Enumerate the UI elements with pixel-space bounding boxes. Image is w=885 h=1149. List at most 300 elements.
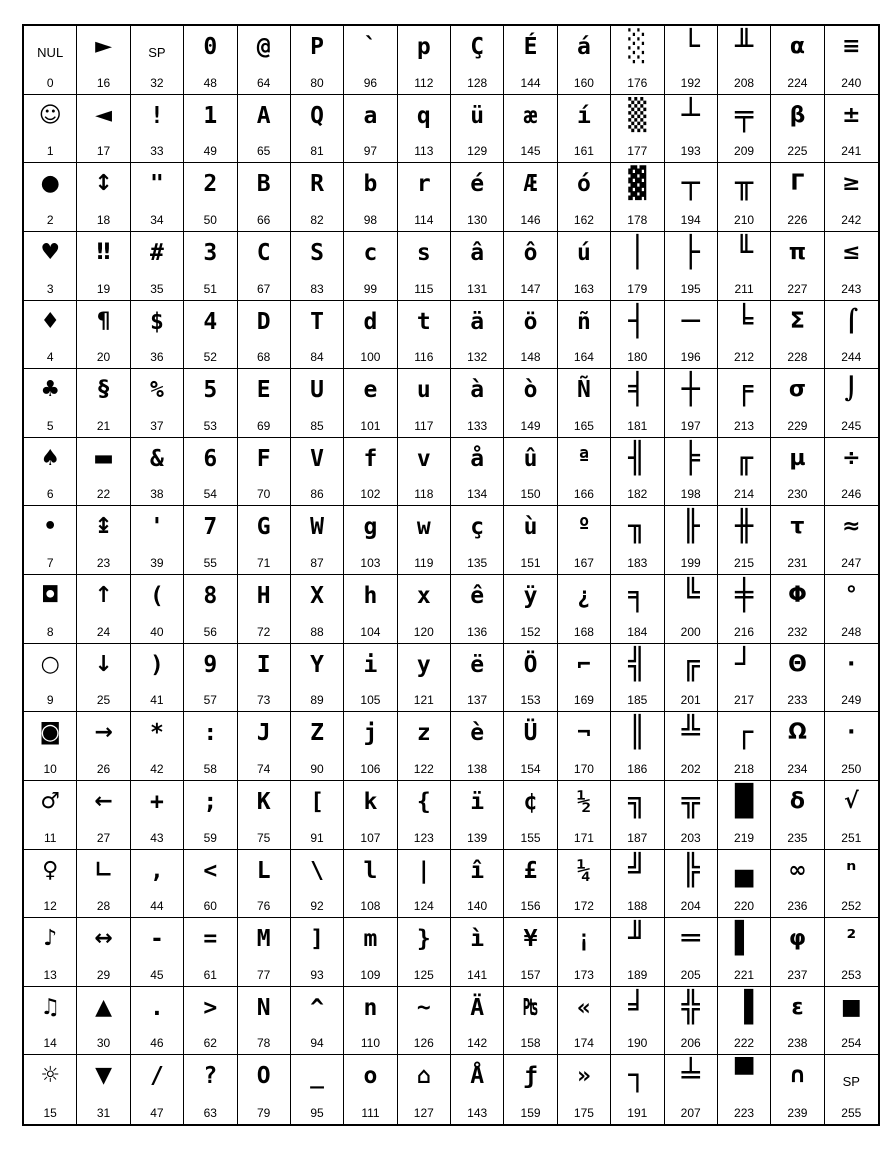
char-glyph: φ xyxy=(788,926,807,952)
char-glyph: └ xyxy=(681,29,700,64)
char-code: 67 xyxy=(257,281,271,296)
char-code: 219 xyxy=(734,830,755,845)
char-cell xyxy=(398,1055,451,1124)
char-glyph: ¼ xyxy=(577,857,591,884)
char-glyph: β xyxy=(789,102,806,128)
char-glyph: Ñ xyxy=(577,377,591,404)
char-glyph: g xyxy=(363,514,378,541)
char-cell xyxy=(24,438,77,507)
char-cell xyxy=(825,712,878,781)
char-cell xyxy=(398,918,451,987)
char-glyph: ∟ xyxy=(94,857,113,883)
char-code: 166 xyxy=(573,487,594,502)
char-glyph: ô xyxy=(523,239,538,266)
char-glyph: b xyxy=(363,171,378,198)
char-glyph: ⁿ xyxy=(846,857,857,883)
char-cell xyxy=(131,918,184,987)
char-cell xyxy=(238,1055,291,1124)
char-cell xyxy=(398,26,451,95)
char-glyph: ü xyxy=(470,102,485,129)
char-cell xyxy=(771,781,824,850)
char-cell xyxy=(291,781,344,850)
char-cell xyxy=(451,644,504,713)
char-glyph: 0 xyxy=(203,34,218,60)
char-code: 198 xyxy=(680,487,701,502)
char-cell xyxy=(398,95,451,164)
char-code: 70 xyxy=(257,487,271,502)
char-glyph: ╟ xyxy=(681,509,700,545)
char-glyph: Ç xyxy=(470,34,485,60)
char-glyph: ~ xyxy=(416,994,431,1021)
char-code: 9 xyxy=(46,693,54,708)
char-glyph: ╙ xyxy=(735,234,754,270)
char-glyph: ╡ xyxy=(628,372,647,408)
char-cell xyxy=(825,918,878,987)
char-cell xyxy=(771,232,824,301)
char-glyph: 4 xyxy=(203,308,218,335)
char-cell xyxy=(771,712,824,781)
char-glyph: E xyxy=(256,377,271,404)
char-glyph: # xyxy=(150,239,164,266)
char-glyph: ╪ xyxy=(735,578,754,613)
char-cell xyxy=(24,918,77,987)
char-cell xyxy=(451,1055,504,1124)
char-glyph: ╧ xyxy=(681,1058,700,1094)
char-cell xyxy=(451,506,504,575)
char-cell xyxy=(825,781,878,850)
char-cell xyxy=(77,781,130,850)
char-code: 91 xyxy=(310,830,324,845)
char-code: 16 xyxy=(96,75,111,90)
char-code: 40 xyxy=(150,624,164,639)
char-code: 58 xyxy=(203,761,217,776)
char-code: 86 xyxy=(310,487,324,502)
char-cell xyxy=(291,1055,344,1124)
char-code: 61 xyxy=(203,967,217,982)
char-code: 73 xyxy=(257,693,271,708)
char-cell xyxy=(131,438,184,507)
char-glyph: ÷ xyxy=(842,445,861,471)
char-cell xyxy=(611,644,664,713)
char-code: 146 xyxy=(520,212,541,227)
char-code: 144 xyxy=(520,75,541,90)
char-glyph: i xyxy=(363,651,378,678)
char-glyph: Γ xyxy=(790,171,805,197)
char-cell xyxy=(24,987,77,1056)
char-cell xyxy=(398,506,451,575)
char-code: 14 xyxy=(43,1036,57,1051)
char-glyph: σ xyxy=(788,377,806,403)
char-code: 49 xyxy=(203,144,217,159)
char-cell xyxy=(504,644,557,713)
char-glyph: K xyxy=(256,788,271,815)
char-code: 30 xyxy=(96,1036,111,1051)
char-cell xyxy=(825,850,878,919)
char-code: 153 xyxy=(520,693,541,708)
char-glyph: Θ xyxy=(788,651,807,677)
char-cell xyxy=(504,301,557,370)
char-glyph: < xyxy=(203,857,218,884)
char-cell xyxy=(24,232,77,301)
char-code: 224 xyxy=(787,75,808,90)
char-cell xyxy=(504,506,557,575)
char-code: 118 xyxy=(414,487,434,502)
char-glyph: ⌐ xyxy=(577,651,591,678)
char-cell xyxy=(184,163,237,232)
char-cell xyxy=(665,26,718,95)
char-glyph: 2 xyxy=(203,171,218,198)
char-glyph: ► xyxy=(95,34,113,59)
char-code: 197 xyxy=(680,418,701,433)
char-cell xyxy=(504,850,557,919)
char-code: 112 xyxy=(414,75,434,90)
char-cell xyxy=(718,232,771,301)
char-code: 27 xyxy=(96,830,111,845)
char-cell xyxy=(398,301,451,370)
char-glyph: £ xyxy=(523,857,538,884)
char-glyph: ↔ xyxy=(94,926,113,952)
char-code: 53 xyxy=(203,418,217,433)
char-code: 120 xyxy=(413,624,434,639)
char-glyph: ╨ xyxy=(735,29,754,64)
char-cell xyxy=(771,644,824,713)
char-cell xyxy=(291,163,344,232)
char-cell xyxy=(398,438,451,507)
char-code: 208 xyxy=(734,75,755,90)
char-cell xyxy=(771,301,824,370)
char-cell xyxy=(344,232,397,301)
char-glyph: á xyxy=(577,34,591,60)
char-code: 125 xyxy=(413,967,434,982)
char-glyph: Y xyxy=(310,651,324,678)
char-glyph: ♦ xyxy=(40,308,61,334)
char-code: 107 xyxy=(360,830,381,845)
char-cell xyxy=(504,918,557,987)
char-cell xyxy=(825,438,878,507)
char-cell xyxy=(344,575,397,644)
char-code: 17 xyxy=(96,144,111,159)
char-glyph: 8 xyxy=(203,583,218,609)
char-cell xyxy=(344,438,397,507)
char-cell xyxy=(825,26,878,95)
char-glyph: I xyxy=(256,651,271,678)
char-glyph: ▀ xyxy=(735,1058,754,1094)
char-cell xyxy=(344,163,397,232)
char-cell xyxy=(24,1055,77,1124)
char-glyph: 7 xyxy=(203,514,218,541)
char-code: 98 xyxy=(363,212,378,227)
char-cell xyxy=(504,163,557,232)
char-code: 63 xyxy=(203,1106,217,1120)
char-cell xyxy=(238,26,291,95)
char-glyph: ≤ xyxy=(842,239,861,265)
char-glyph: z xyxy=(416,720,431,747)
char-cell xyxy=(665,644,718,713)
char-cell xyxy=(718,712,771,781)
char-cell xyxy=(611,232,664,301)
char-code: 77 xyxy=(257,967,271,982)
char-glyph: ♣ xyxy=(40,377,61,403)
char-cell xyxy=(131,301,184,370)
char-glyph: * xyxy=(150,720,164,747)
char-glyph: x xyxy=(416,583,431,609)
char-glyph: ◙ xyxy=(39,720,61,746)
char-code: 66 xyxy=(257,212,271,227)
char-cell xyxy=(238,506,291,575)
char-code: 102 xyxy=(360,487,381,502)
char-cell xyxy=(825,1055,878,1124)
char-cell xyxy=(558,850,611,919)
char-glyph: NUL xyxy=(37,45,64,60)
char-glyph: O xyxy=(256,1063,271,1090)
char-code: 164 xyxy=(573,350,594,365)
char-code: 199 xyxy=(680,556,701,570)
char-cell xyxy=(291,369,344,438)
char-code: 237 xyxy=(787,967,808,982)
char-cell xyxy=(344,644,397,713)
char-cell xyxy=(771,987,824,1056)
char-code: 136 xyxy=(467,624,488,639)
char-code: 109 xyxy=(360,967,381,982)
char-cell xyxy=(718,163,771,232)
char-glyph: ¥ xyxy=(523,926,538,953)
char-glyph: Ä xyxy=(470,994,485,1021)
char-glyph: ε xyxy=(791,994,804,1020)
char-code: 26 xyxy=(96,761,111,776)
char-code: 221 xyxy=(734,967,755,982)
char-glyph: : xyxy=(203,720,218,747)
char-code: 176 xyxy=(627,75,648,90)
char-glyph: ∩ xyxy=(788,1063,807,1089)
char-code: 222 xyxy=(734,1036,755,1051)
char-cell xyxy=(665,438,718,507)
char-code: 4 xyxy=(46,350,54,365)
char-glyph: ░ xyxy=(628,29,647,64)
char-glyph: m xyxy=(363,926,378,953)
char-glyph: å xyxy=(470,445,485,472)
char-code: 134 xyxy=(467,487,488,502)
char-cell xyxy=(238,644,291,713)
char-code: 116 xyxy=(414,350,434,365)
char-code: 54 xyxy=(203,487,217,502)
char-glyph: τ xyxy=(790,514,805,540)
char-code: 25 xyxy=(96,693,111,708)
char-code: 220 xyxy=(734,899,755,914)
char-glyph: â xyxy=(470,239,485,266)
char-code: 147 xyxy=(520,281,541,296)
char-code: 178 xyxy=(627,212,648,227)
char-glyph: . xyxy=(150,994,164,1021)
char-code: 151 xyxy=(520,556,541,570)
char-glyph: Q xyxy=(310,102,324,129)
char-glyph: Ü xyxy=(523,720,538,747)
char-cell xyxy=(718,301,771,370)
char-glyph: ┘ xyxy=(735,646,754,682)
char-glyph: · xyxy=(847,720,856,746)
char-glyph: e xyxy=(363,377,378,404)
char-glyph: § xyxy=(98,377,110,403)
char-cell xyxy=(558,987,611,1056)
char-cell xyxy=(77,712,130,781)
char-glyph: ┼ xyxy=(681,372,700,408)
char-glyph: ƒ xyxy=(523,1063,538,1090)
char-code: 188 xyxy=(627,899,648,914)
char-glyph: ? xyxy=(203,1063,218,1090)
char-code: 240 xyxy=(841,75,862,90)
char-code: 194 xyxy=(680,212,701,227)
char-cell xyxy=(558,918,611,987)
char-code: 150 xyxy=(520,487,541,502)
char-code: 230 xyxy=(787,487,808,502)
char-glyph: ♂ xyxy=(40,788,61,814)
char-code: 59 xyxy=(203,830,217,845)
char-glyph: B xyxy=(256,171,271,198)
char-code: 212 xyxy=(734,350,755,365)
char-cell xyxy=(558,712,611,781)
char-glyph: ╕ xyxy=(628,578,647,613)
char-glyph: ÿ xyxy=(523,583,538,609)
char-glyph: ▐ xyxy=(735,989,754,1025)
char-glyph: ▬ xyxy=(93,445,114,471)
char-cell xyxy=(131,987,184,1056)
char-glyph: Å xyxy=(470,1063,485,1090)
char-code: 248 xyxy=(841,624,862,639)
char-code: 175 xyxy=(573,1106,594,1120)
char-cell xyxy=(504,575,557,644)
char-glyph: " xyxy=(150,171,164,198)
char-cell xyxy=(611,987,664,1056)
char-code: 182 xyxy=(627,487,648,502)
char-glyph: ═ xyxy=(681,921,700,957)
char-cell xyxy=(238,95,291,164)
char-cell xyxy=(291,301,344,370)
char-cell xyxy=(131,506,184,575)
char-code: 236 xyxy=(787,899,808,914)
char-cell xyxy=(718,438,771,507)
char-cell xyxy=(344,918,397,987)
char-code: 179 xyxy=(627,281,648,296)
character-code-table xyxy=(22,24,880,1126)
char-cell xyxy=(504,95,557,164)
char-cell xyxy=(291,232,344,301)
char-glyph: é xyxy=(470,171,485,198)
char-code: 57 xyxy=(203,693,217,708)
char-cell xyxy=(718,369,771,438)
char-cell xyxy=(451,918,504,987)
char-code: 139 xyxy=(467,830,488,845)
char-code: 55 xyxy=(203,556,217,570)
char-glyph: SP xyxy=(148,45,166,60)
char-code: 185 xyxy=(627,693,648,708)
char-code: 177 xyxy=(627,144,648,159)
char-cell xyxy=(771,918,824,987)
char-code: 213 xyxy=(734,418,755,433)
char-glyph: s xyxy=(416,239,431,266)
char-cell xyxy=(398,232,451,301)
char-code: 117 xyxy=(414,418,434,433)
char-glyph: ♠ xyxy=(40,445,61,471)
char-cell xyxy=(184,1055,237,1124)
char-cell xyxy=(24,644,77,713)
char-glyph: t xyxy=(416,308,431,335)
char-code: 121 xyxy=(413,693,434,708)
char-glyph: à xyxy=(470,377,485,404)
char-code: 45 xyxy=(150,967,164,982)
char-code: 129 xyxy=(467,144,488,159)
char-cell xyxy=(131,95,184,164)
char-cell xyxy=(451,26,504,95)
char-cell xyxy=(825,163,878,232)
char-cell xyxy=(451,95,504,164)
char-cell xyxy=(398,781,451,850)
char-glyph: 5 xyxy=(203,377,218,404)
char-glyph: ┬ xyxy=(681,166,700,202)
char-cell xyxy=(77,163,130,232)
char-glyph: u xyxy=(416,377,431,404)
char-cell xyxy=(238,575,291,644)
char-glyph: ≥ xyxy=(842,171,861,197)
char-code: 141 xyxy=(467,967,488,982)
char-cell xyxy=(771,438,824,507)
char-glyph: 6 xyxy=(203,445,218,472)
char-code: 227 xyxy=(787,281,808,296)
char-glyph: ( xyxy=(150,583,164,609)
char-cell xyxy=(611,1055,664,1124)
char-code: 34 xyxy=(150,212,164,227)
char-glyph: d xyxy=(363,308,378,335)
char-cell xyxy=(238,438,291,507)
char-cell xyxy=(611,712,664,781)
char-code: 133 xyxy=(467,418,488,433)
char-glyph: P xyxy=(310,34,324,60)
char-code: 157 xyxy=(520,967,541,982)
char-glyph: 9 xyxy=(203,651,218,678)
char-code: 123 xyxy=(413,830,434,845)
char-code: 200 xyxy=(680,624,701,639)
char-glyph: ♪ xyxy=(43,926,58,952)
char-code: 195 xyxy=(680,281,701,296)
char-cell xyxy=(718,781,771,850)
char-glyph: µ xyxy=(789,445,806,471)
char-cell xyxy=(558,163,611,232)
char-glyph: → xyxy=(94,720,113,746)
char-cell xyxy=(344,301,397,370)
char-cell xyxy=(825,301,878,370)
char-glyph: ← xyxy=(94,788,113,814)
char-code: 79 xyxy=(257,1106,271,1120)
char-cell xyxy=(184,232,237,301)
char-code: 50 xyxy=(203,212,217,227)
char-code: 82 xyxy=(310,212,324,227)
char-cell xyxy=(184,781,237,850)
char-glyph: ║ xyxy=(628,715,647,751)
char-glyph: █ xyxy=(735,783,754,819)
char-cell xyxy=(77,95,130,164)
char-glyph: ñ xyxy=(577,308,591,335)
char-code: 38 xyxy=(150,487,164,502)
char-cell xyxy=(238,850,291,919)
char-glyph: \ xyxy=(310,857,324,884)
char-glyph: ╢ xyxy=(628,440,647,476)
char-code: 207 xyxy=(680,1106,701,1120)
char-code: 186 xyxy=(627,761,648,776)
char-glyph: É xyxy=(523,34,538,60)
char-glyph: w xyxy=(416,514,431,541)
char-glyph: ' xyxy=(150,514,164,541)
char-glyph: ▄ xyxy=(735,852,754,888)
char-glyph: j xyxy=(363,720,378,747)
char-code: 252 xyxy=(841,899,862,914)
